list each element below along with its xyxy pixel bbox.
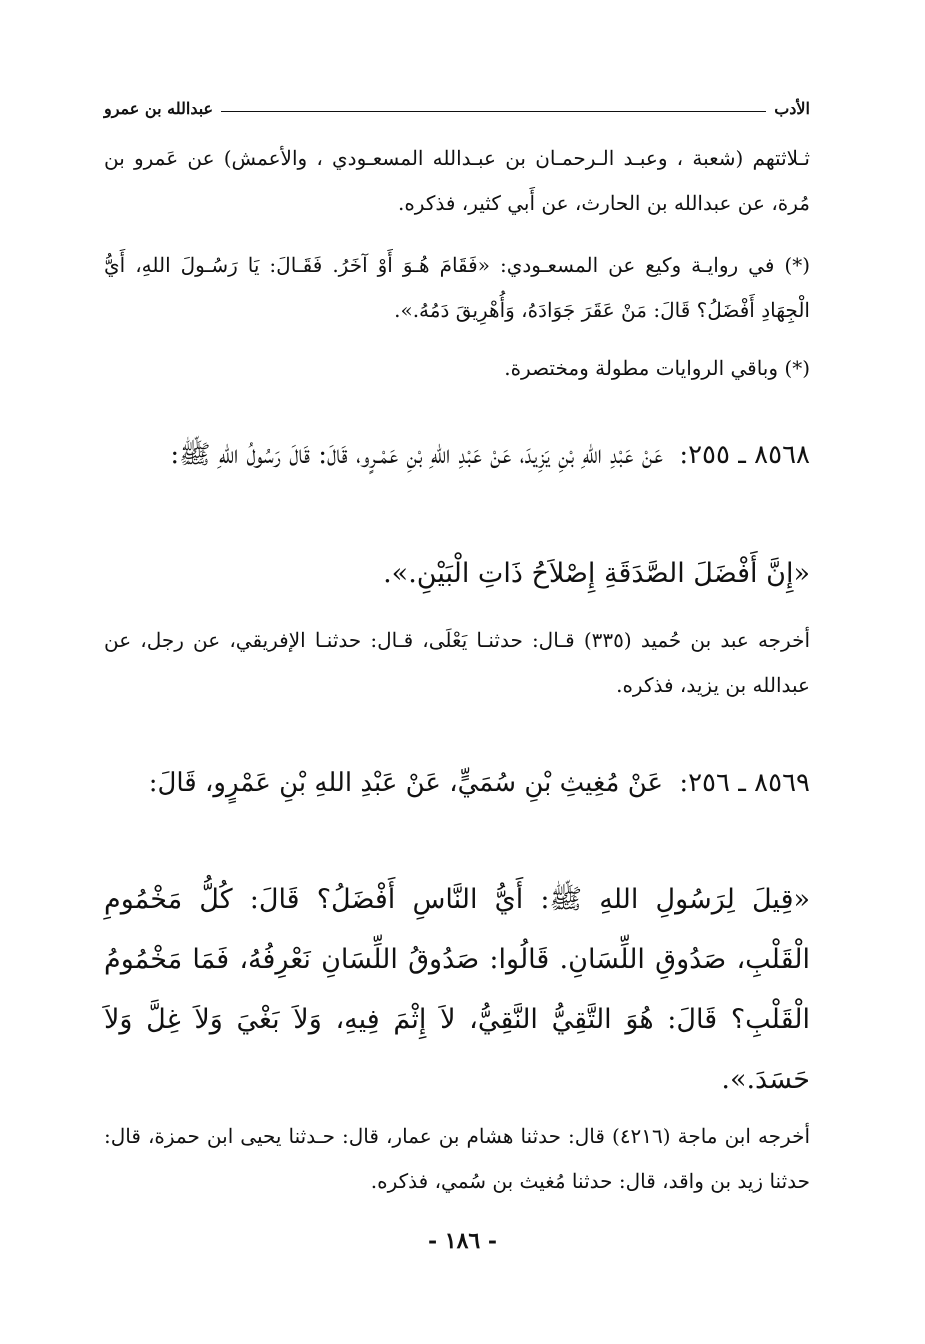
note-waki-text: (*) في روايـة وكيع عن المسعـودي: «فَقَامَ هُـوَ أَوْ آخَرُ. فَقَـالَ: يَا رَسُـولَ اللهِ، أَيُّ الْجِهَادِ أَفْضَلُ؟ قَالَ: مَنْ عَقَرَ جَوَادَهُ، وَأُهْرِيقَ دَمُهُ.». bbox=[104, 253, 810, 322]
hadith-number: ٨٥٦٨ ـ ٢٥٥: bbox=[679, 440, 810, 470]
hadith-quote-text: «قِيلَ لِرَسُولِ اللهِ ﷺ: أَيُّ النَّاسِ أَفْضَلُ؟ قَالَ: كُلُّ مَخْمُومِ الْقَلْبِ، صَدُوقِ اللِّسَانِ. قَالُوا: صَدُوقُ اللِّسَانِ نَعْرِفُهُ، فَمَا مَخْمُومُ الْقَلْبِ؟ قَالَ: هُوَ التَّقِيُّ النَّقِيُّ، لاَ إِثْمَ فِيهِ، وَلاَ بَغْيَ وَلاَ غِلَّ وَلاَ حَسَدَ.». bbox=[104, 884, 810, 1095]
paragraph-chain bbox=[104, 136, 810, 226]
hadith-8568-quote bbox=[104, 544, 810, 604]
header-chapter-title: الأدب bbox=[774, 99, 810, 118]
page-number: - ١٨٦ - bbox=[427, 1228, 498, 1254]
header-section-title: عبدالله بن عمرو bbox=[104, 99, 214, 118]
takhrij-ibn-majah bbox=[104, 1114, 810, 1204]
header-rule bbox=[221, 111, 766, 112]
takhrij-text: أخرجه عبد بن حُميد (٣٣٥) قـال: حدثنـا يَعْلَى، قـال: حدثنـا الإفريقي، عن رجل، عن عبدالله بن يزيد، فذكره. bbox=[104, 628, 810, 697]
hadith-8569 bbox=[104, 754, 810, 812]
hadith-quote-text: «إِنَّ أَفْضَلَ الصَّدَقَةِ إِصْلاَحُ ذَاتِ الْبَيْنِ.». bbox=[383, 558, 810, 589]
takhrij-text: أخرجه ابن ماجة (٤٢١٦) قال: حدثنا هشام بن عمار، قال: حـدثنا يحيى ابن حمزة، قال: حدثنا زيد بن واقد، قال: حدثنا مُغيث بن سُمي، فذكره. bbox=[104, 1124, 810, 1193]
takhrij-abd-ibn-humaid bbox=[104, 618, 810, 708]
hadith-8568 bbox=[104, 426, 810, 484]
paragraph-chain-text: ثـلاثتهم (شعبة ، وعبـد الـرحمـان بن عبـدالله المسعـودي ، والأعمش) عن عَمرو بن مُرة، عن عبدالله بن الحارث، عن أَبي كثير، فذكره. bbox=[104, 146, 810, 215]
hadith-chain: عَنْ عَبْدِ اللهِ بْنِ يَزِيدَ، عَنْ عَبْدِ اللهِ بْنِ عَمْـرٍو، قَالَ: قَالَ رَسُولُ اللهِ ﷺ: bbox=[170, 440, 664, 470]
note-other-narrations-text: (*) وباقي الروايات مطولة ومختصرة. bbox=[504, 356, 810, 380]
running-header bbox=[104, 88, 810, 118]
note-waki bbox=[104, 243, 810, 333]
hadith-number: ٨٥٦٩ ـ ٢٥٦: bbox=[679, 768, 810, 798]
note-other-narrations bbox=[104, 346, 810, 391]
hadith-chain: عَنْ مُغِيثِ بْنِ سُمَيٍّ، عَنْ عَبْدِ اللهِ بْنِ عَمْرٍو، قَالَ: bbox=[148, 768, 664, 798]
hadith-8569-quote bbox=[104, 870, 810, 1110]
